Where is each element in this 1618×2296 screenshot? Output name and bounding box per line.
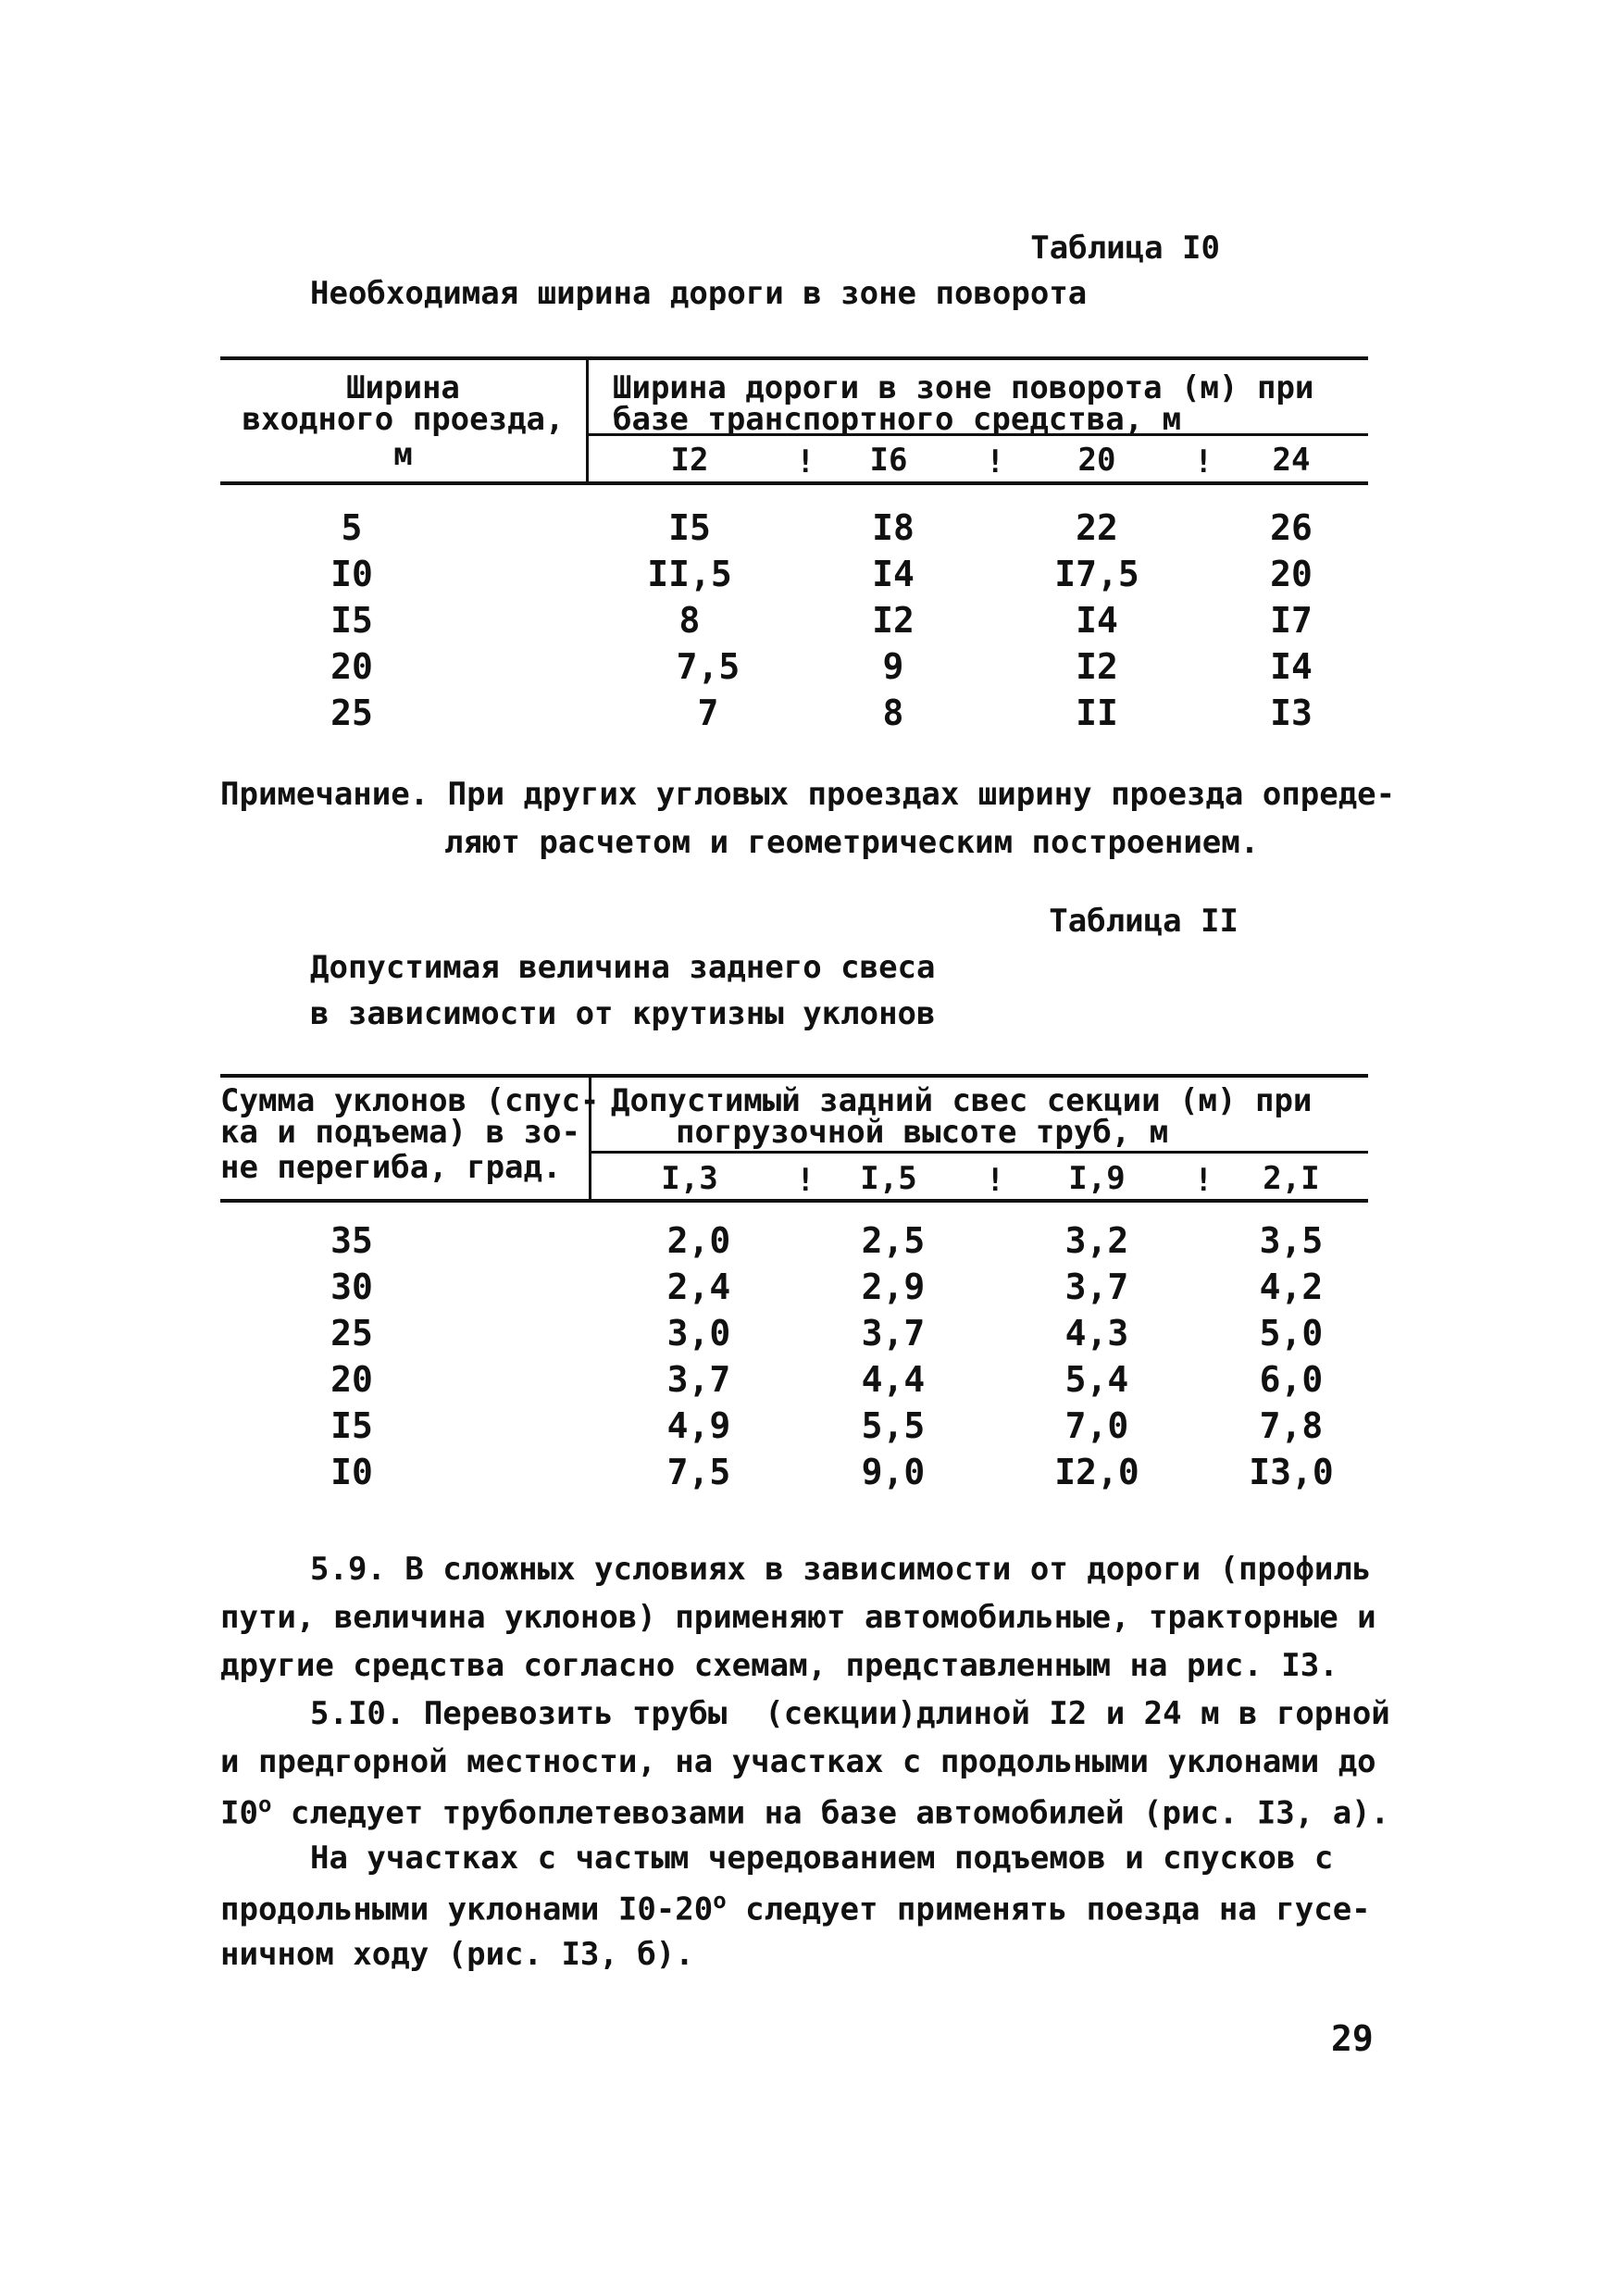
table10-cell: I2 xyxy=(1076,646,1118,687)
table10-group-header-1: Ширина дороги в зоне поворота (м) при xyxy=(613,369,1314,406)
table11-col0-header-2: ка и подъема) в зо- xyxy=(220,1114,580,1151)
table11-cell: 25 xyxy=(330,1313,373,1354)
table10-cell: 26 xyxy=(1270,507,1313,548)
paragraph-3-line-2 xyxy=(220,1888,1371,1928)
table11-cell: 2,5 xyxy=(861,1220,926,1261)
paragraph-5-10-line-3 xyxy=(220,1791,1389,1831)
table10-cell: I8 xyxy=(872,507,915,548)
table11-title-1: Допустимая величина заднего свеса xyxy=(310,949,936,986)
table11-cell: I5 xyxy=(330,1405,373,1446)
table11-sub-header: I,3 xyxy=(661,1160,718,1197)
table10-cell: I4 xyxy=(872,554,915,594)
table11-cell: 4,3 xyxy=(1064,1313,1129,1354)
table10-col0-header-3: м xyxy=(393,436,413,473)
table11-cell: 4,4 xyxy=(861,1359,926,1400)
table11-title-2: в зависимости от крутизны уклонов xyxy=(310,995,936,1032)
table11-cell: 7,8 xyxy=(1259,1405,1324,1446)
table11-caption: Таблица II xyxy=(1049,903,1238,940)
table11-cell: 7,0 xyxy=(1064,1405,1129,1446)
table10-cell: 9 xyxy=(882,646,904,687)
paragraph-3-line-1: На участках с частым чередованием подъемов и спусков с xyxy=(310,1840,1334,1877)
table11-cell: 3,0 xyxy=(666,1313,731,1354)
text-run: I0 xyxy=(220,1794,258,1832)
paragraph-5-10-line-1: 5.I0. Перевозить трубы (секции)длиной I2 и 24 м в горной xyxy=(310,1695,1390,1732)
table11-sub-header: 2,I xyxy=(1263,1160,1320,1197)
text-run: следует трубоплетевозами на базе автомобилей (рис. I3, а). xyxy=(271,1794,1390,1832)
table11-cell: 2,9 xyxy=(861,1267,926,1307)
table10-cell: 25 xyxy=(330,693,373,733)
table10-top-rule xyxy=(220,356,1368,360)
table10-cell: 20 xyxy=(1270,554,1313,594)
table10-title: Необходимая ширина дороги в зоне поворота xyxy=(310,275,1088,312)
table11-cell: 4,2 xyxy=(1259,1267,1324,1307)
table11-group-header-2: погрузочной высоте труб, м xyxy=(676,1114,1169,1151)
table11-cell: 7,5 xyxy=(666,1452,731,1492)
text-run: следует применять поезда на гусе- xyxy=(726,1890,1371,1928)
table11-cell: 3,5 xyxy=(1259,1220,1324,1261)
table11-cell: I0 xyxy=(330,1452,373,1492)
table11-top-rule xyxy=(220,1074,1368,1078)
table10-sub-header: 20 xyxy=(1077,442,1116,479)
table10-sub-divider: ! xyxy=(1194,443,1214,480)
table11-header-rule xyxy=(220,1199,1368,1203)
table10-sub-header: 24 xyxy=(1272,442,1311,479)
table10-cell: 20 xyxy=(330,646,373,687)
table10-cell: 7,5 xyxy=(676,646,741,687)
page-number: 29 xyxy=(1331,2018,1374,2059)
table11-col0-header-1: Сумма уклонов (спус- xyxy=(220,1082,600,1119)
table11-group-header-1: Допустимый задний свес секции (м) при xyxy=(611,1082,1313,1119)
table11-col0-header-3: не перегиба, град. xyxy=(220,1149,562,1186)
table11-group-rule xyxy=(591,1151,1368,1154)
table10-cell: 5 xyxy=(341,507,363,548)
note-line-2: ляют расчетом и геометрическим построением. xyxy=(444,824,1260,861)
table10-cell: 8 xyxy=(678,600,701,641)
table11-cell: 9,0 xyxy=(861,1452,926,1492)
paragraph-5-9-line-3: другие средства согласно схемам, представленным на рис. I3. xyxy=(220,1647,1338,1684)
table10-cell: II,5 xyxy=(647,554,732,594)
table10-col-divider xyxy=(586,356,589,483)
table11-cell: 4,9 xyxy=(666,1405,731,1446)
degree-superscript: о xyxy=(713,1888,727,1914)
table10-cell: 22 xyxy=(1076,507,1118,548)
table11-cell: 5,5 xyxy=(861,1405,926,1446)
table11-sub-divider: ! xyxy=(1194,1162,1214,1199)
table10-cell: I7 xyxy=(1270,600,1313,641)
table11-cell: 30 xyxy=(330,1267,373,1307)
table10-header-rule xyxy=(220,481,1368,485)
table10-col0-header-2: входного проезда, xyxy=(242,401,565,438)
table10-sub-divider: ! xyxy=(796,443,815,480)
table11-cell: 3,7 xyxy=(861,1313,926,1354)
table11-cell: 3,2 xyxy=(1064,1220,1129,1261)
table11-sub-divider: ! xyxy=(986,1162,1005,1199)
table10-cell: I4 xyxy=(1270,646,1313,687)
table10-cell: I0 xyxy=(330,554,373,594)
paragraph-5-10-line-2: и предгорной местности, на участках с продольными уклонами до xyxy=(220,1743,1376,1780)
table11-cell: 35 xyxy=(330,1220,373,1261)
table10-caption: Таблица I0 xyxy=(1030,230,1220,267)
table11-cell: 3,7 xyxy=(1064,1267,1129,1307)
table10-cell: I5 xyxy=(330,600,373,641)
table10-sub-header: I2 xyxy=(670,442,709,479)
table10-cell: I4 xyxy=(1076,600,1118,641)
table11-cell: 2,0 xyxy=(666,1220,731,1261)
table11-sub-header: I,9 xyxy=(1068,1160,1126,1197)
table10-cell: I7,5 xyxy=(1054,554,1139,594)
table11-cell: I3,0 xyxy=(1249,1452,1334,1492)
table10-sub-header: I6 xyxy=(869,442,908,479)
table11-cell: I2,0 xyxy=(1054,1452,1139,1492)
table10-col0-header-1: Ширина xyxy=(346,369,460,406)
table11-cell: 6,0 xyxy=(1259,1359,1324,1400)
text-run: продольными уклонами I0-20 xyxy=(220,1890,714,1928)
paragraph-5-9-line-1: 5.9. В сложных условиях в зависимости от дороги (профиль xyxy=(310,1551,1372,1588)
table11-cell: 5,4 xyxy=(1064,1359,1129,1400)
table11-cell: 5,0 xyxy=(1259,1313,1324,1354)
table10-cell: I3 xyxy=(1270,693,1313,733)
table11-sub-header: I,5 xyxy=(860,1160,917,1197)
table11-sub-divider: ! xyxy=(796,1162,815,1199)
paragraph-3-line-3: ничном ходу (рис. I3, б). xyxy=(220,1936,694,1973)
table10-cell: I5 xyxy=(668,507,711,548)
table10-cell: 7 xyxy=(697,693,719,733)
table11-cell: 3,7 xyxy=(666,1359,731,1400)
degree-superscript: о xyxy=(257,1791,272,1817)
table10-group-header-2: базе транспортного средства, м xyxy=(613,401,1182,438)
table10-cell: 8 xyxy=(882,693,904,733)
table11-cell: 2,4 xyxy=(666,1267,731,1307)
table11-cell: 20 xyxy=(330,1359,373,1400)
paragraph-5-9-line-2: пути, величина уклонов) применяют автомобильные, тракторные и xyxy=(220,1599,1376,1636)
table10-cell: II xyxy=(1076,693,1118,733)
table10-sub-divider: ! xyxy=(986,443,1005,480)
note-line-1: Примечание. При других угловых проездах ширину проезда опреде- xyxy=(220,776,1396,813)
table10-cell: I2 xyxy=(872,600,915,641)
